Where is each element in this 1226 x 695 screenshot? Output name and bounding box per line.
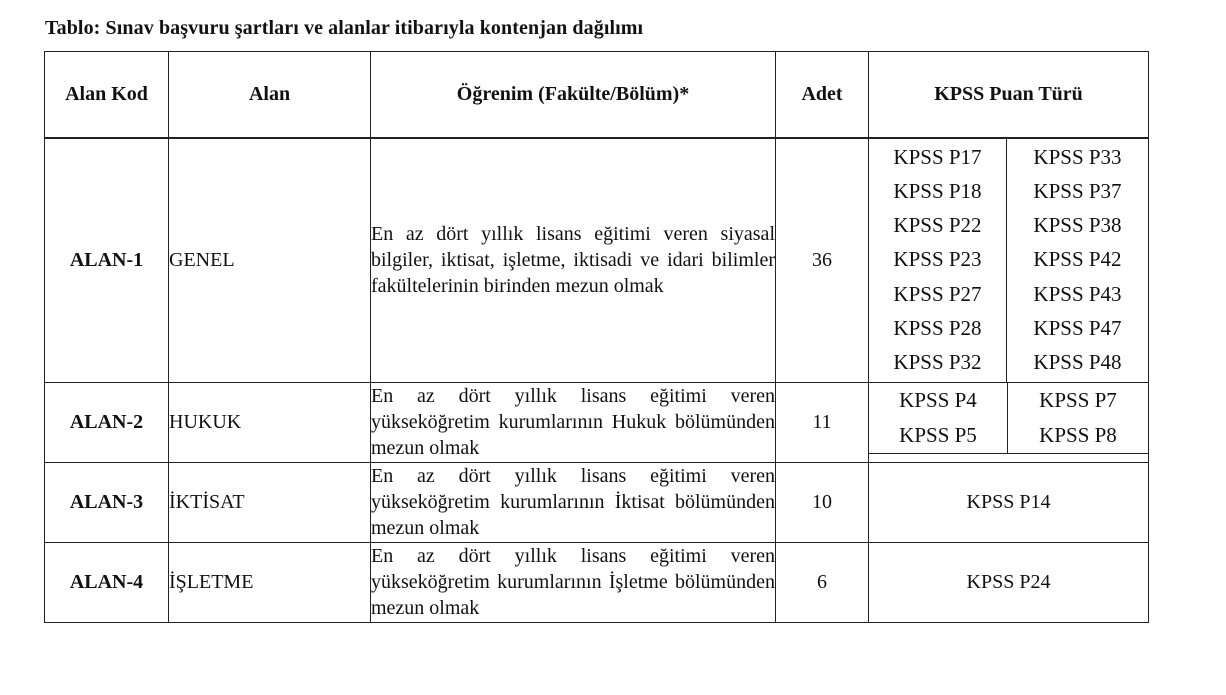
table-header-row (45, 52, 1149, 138)
kpss-item: KPSS P37 (1033, 179, 1122, 204)
row-education-cell (371, 382, 776, 462)
kpss-item: KPSS P22 (893, 213, 982, 238)
kpss-item: KPSS P5 (899, 422, 977, 447)
row-education: En az dört yıllık lisans eğitimi veren siyasal bilgiler, iktisat, işletme, iktisadi ve idari bilimler fakültelerinin birinden mezun olmak (371, 223, 775, 297)
row-count: 6 (776, 542, 869, 622)
header-alan: Alan (169, 52, 371, 138)
kpss-item: KPSS P33 (1033, 145, 1122, 170)
table-row (45, 542, 1149, 622)
kpss-item: KPSS P43 (1033, 281, 1122, 306)
row-alan: GENEL (169, 138, 371, 383)
row-education: En az dört yıllık lisans eğitimi veren yükseköğretim kurumlarının Hukuk bölümünden mezun olmak (371, 385, 775, 459)
kpss-item: KPSS P48 (1033, 349, 1122, 374)
row-kpss: KPSS P14 (869, 462, 1149, 542)
row-kpss-cell (869, 382, 1149, 462)
row-alan: HUKUK (169, 382, 371, 462)
row-count: 10 (776, 462, 869, 542)
row-kpss: KPSS P24 (869, 542, 1149, 622)
kpss-item: KPSS P18 (893, 179, 982, 204)
row-education-cell (371, 542, 776, 622)
kpss-item: KPSS P42 (1033, 247, 1122, 272)
table-title: Tablo: Sınav başvuru şartları ve alanlar itibarıyla kontenjan dağılımı (45, 17, 644, 39)
kpss-left-column (869, 139, 1007, 382)
kpss-item: KPSS P47 (1033, 315, 1122, 340)
kpss-left-column (869, 383, 1008, 453)
table-row (45, 382, 1149, 462)
row-count: 11 (776, 382, 869, 462)
row-code: ALAN-2 (45, 382, 169, 462)
row-count: 36 (776, 138, 869, 383)
kpss-grid (869, 383, 1148, 454)
row-code: ALAN-4 (45, 542, 169, 622)
kpss-item: KPSS P17 (893, 145, 982, 170)
kpss-item: KPSS P38 (1033, 213, 1122, 238)
quota-table (44, 51, 1149, 623)
row-kpss-cell (869, 138, 1149, 383)
table-row (45, 462, 1149, 542)
kpss-item: KPSS P27 (893, 281, 982, 306)
table-row (45, 138, 1149, 383)
row-code: ALAN-3 (45, 462, 169, 542)
kpss-item: KPSS P8 (1039, 422, 1117, 447)
row-code: ALAN-1 (45, 138, 169, 383)
header-count: Adet (776, 52, 869, 138)
kpss-item: KPSS P28 (893, 315, 982, 340)
kpss-right-column (1008, 383, 1148, 453)
kpss-item: KPSS P32 (893, 349, 982, 374)
kpss-item: KPSS P4 (899, 387, 977, 412)
row-education: En az dört yıllık lisans eğitimi veren yükseköğretim kurumlarının İşletme bölümünden mezun olmak (371, 545, 775, 619)
kpss-grid (869, 139, 1148, 382)
kpss-right-column (1007, 139, 1148, 382)
kpss-item: KPSS P23 (893, 247, 982, 272)
header-kpss: KPSS Puan Türü (869, 52, 1149, 138)
row-education-cell (371, 138, 776, 383)
row-education: En az dört yıllık lisans eğitimi veren yükseköğretim kurumlarının İktisat bölümünden mezun olmak (371, 465, 775, 539)
kpss-item: KPSS P7 (1039, 387, 1117, 412)
row-alan: İŞLETME (169, 542, 371, 622)
header-code: Alan Kod (45, 52, 169, 138)
row-alan: İKTİSAT (169, 462, 371, 542)
row-education-cell (371, 462, 776, 542)
header-education: Öğrenim (Fakülte/Bölüm)* (371, 52, 776, 138)
